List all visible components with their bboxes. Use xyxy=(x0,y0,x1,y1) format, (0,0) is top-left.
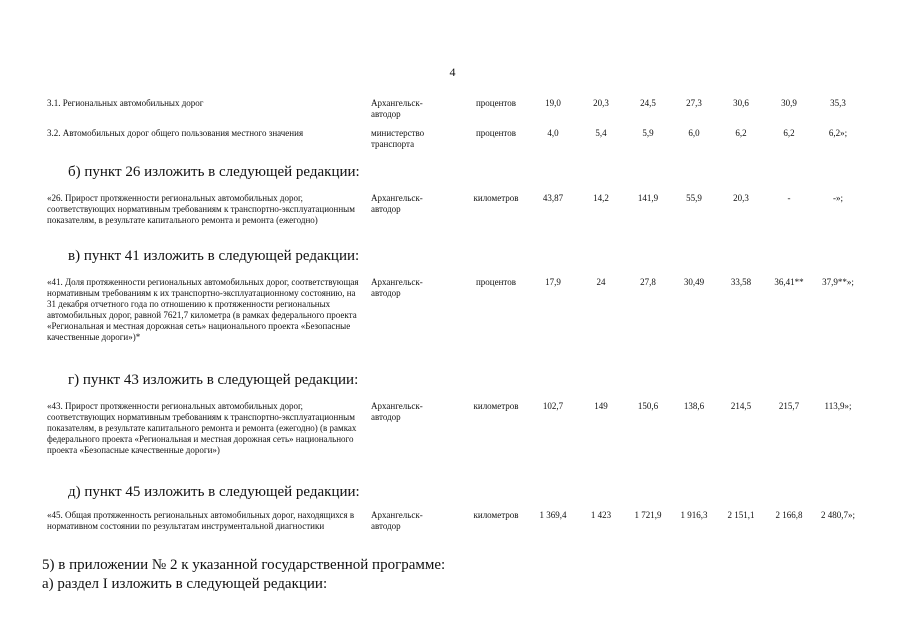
indicator-value: 1 423 xyxy=(590,510,612,520)
indicator-value: 215,7 xyxy=(778,401,800,411)
indicator-value: 20,3 xyxy=(733,193,749,203)
indicator-value: 30,49 xyxy=(683,277,705,287)
indicator-value: 36,41** xyxy=(774,277,804,287)
indicator-value: 5,9 xyxy=(642,128,654,138)
responsible-executor: Архангельск-автодор xyxy=(371,193,423,214)
unit-of-measure: процентов xyxy=(475,277,516,287)
indicator-value: 141,9 xyxy=(637,193,659,203)
indicator-value: 4,0 xyxy=(547,128,559,138)
indicator-name: «45. Общая протяженность региональных автомобильных дорог, находящихся в нормативном состоянии по результатам инструментальной диагностики xyxy=(47,510,355,531)
indicator-value: 37,9**»; xyxy=(822,277,854,287)
unit-of-measure: процентов xyxy=(475,98,516,108)
indicator-value: 35,3 xyxy=(830,98,846,108)
indicator-name: 3.1. Региональных автомобильных дорог xyxy=(47,98,204,108)
responsible-executor: Архангельск-автодор xyxy=(371,510,423,531)
indicator-value: 27,8 xyxy=(640,277,656,287)
responsible-executor: Архангельск-автодор xyxy=(371,401,423,422)
indicator-value: 6,2 xyxy=(735,128,747,138)
indicator-value: 55,9 xyxy=(686,193,702,203)
indicator-value: 102,7 xyxy=(542,401,564,411)
indicator-value: 43,87 xyxy=(542,193,564,203)
page-number: 4 xyxy=(449,65,456,79)
indicator-value: 2 480,7»; xyxy=(820,510,855,520)
indicator-value: -»; xyxy=(833,193,843,203)
unit-of-measure: процентов xyxy=(475,128,516,138)
indicator-value: 30,6 xyxy=(733,98,749,108)
heading-item-41: в) пункт 41 изложить в следующей редакции: xyxy=(68,248,360,264)
indicator-name: «41. Доля протяженности региональных автомобильных дорог, соответствующая нормативным требованиям к их транспортно-эксплуатационному состоянию, на 31 декабря отчетного года по отношению к протяженности региональных автомобильных дорог, равной 7621,7 километра (в рамках федерального проекта «Региональная и местная дорожная сеть» национального проекта «Безопасные качественные дороги»)* xyxy=(47,277,359,342)
responsible-executor: министерство транспорта xyxy=(371,128,425,149)
indicator-value: 33,58 xyxy=(730,277,752,287)
indicator-value: 2 166,8 xyxy=(775,510,803,520)
indicator-value: 14,2 xyxy=(593,193,609,203)
indicator-value: - xyxy=(787,193,791,203)
indicator-value: 20,3 xyxy=(593,98,609,108)
unit-of-measure: километров xyxy=(473,510,519,520)
indicator-value: 1 369,4 xyxy=(539,510,567,520)
heading-item-43: г) пункт 43 изложить в следующей редакции: xyxy=(68,372,359,388)
indicator-value: 24,5 xyxy=(640,98,656,108)
indicator-value: 1 721,9 xyxy=(634,510,662,520)
heading-item-45: д) пункт 45 изложить в следующей редакции: xyxy=(68,484,360,500)
indicator-value: 1 916,3 xyxy=(680,510,708,520)
indicator-name: «43. Прирост протяженности региональных автомобильных дорог, соответствующих нормативным требованиям к транспортно-эксплуатационным показателям, в результате капитального ремонта и ремонта (ежегодно) (в рамках федерального проекта «Региональная и местная дорожная сеть» национального проекта «Безопасные качественные дороги») xyxy=(47,401,357,455)
heading-item-26: б) пункт 26 изложить в следующей редакции: xyxy=(68,164,360,180)
indicator-value: 5,4 xyxy=(595,128,607,138)
indicator-name: 3.2. Автомобильных дорог общего пользования местного значения xyxy=(47,128,304,138)
indicator-value: 30,9 xyxy=(781,98,797,108)
responsible-executor: Архангельск-автодор xyxy=(371,277,423,298)
indicator-value: 113,9»; xyxy=(824,401,852,411)
indicator-value: 6,2 xyxy=(783,128,795,138)
unit-of-measure: километров xyxy=(473,401,519,411)
indicator-value: 6,2»; xyxy=(828,128,848,138)
indicator-name: «26. Прирост протяженности региональных автомобильных дорог, соответствующих нормативным требованиям к транспортно-эксплуатационным показателям, в результате капитального ремонта и ремонта (ежегодно) xyxy=(47,193,355,225)
indicator-value: 27,3 xyxy=(686,98,702,108)
indicator-value: 17,9 xyxy=(545,277,561,287)
indicator-value: 149 xyxy=(594,401,608,411)
indicator-value: 24 xyxy=(596,277,606,287)
responsible-executor: Архангельск-автодор xyxy=(371,98,423,119)
heading-appendix-2: 5) в приложении № 2 к указанной государственной программе: xyxy=(42,557,446,573)
heading-section-1: а) раздел I изложить в следующей редакции: xyxy=(42,576,328,592)
indicator-value: 214,5 xyxy=(730,401,752,411)
indicator-value: 19,0 xyxy=(545,98,561,108)
unit-of-measure: километров xyxy=(473,193,519,203)
indicator-value: 2 151,1 xyxy=(727,510,755,520)
indicator-value: 6,0 xyxy=(688,128,700,138)
indicator-value: 138,6 xyxy=(683,401,705,411)
indicator-value: 150,6 xyxy=(637,401,659,411)
